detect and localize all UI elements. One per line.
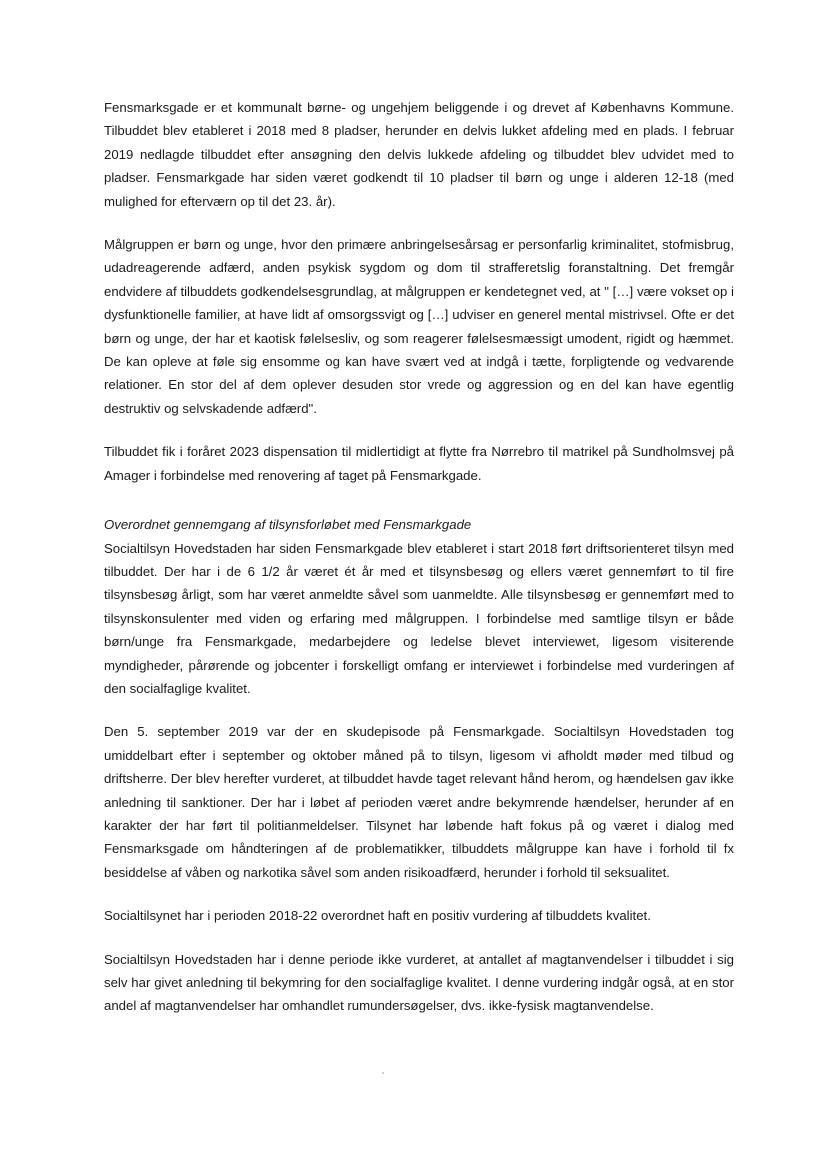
- section-heading: Overordnet gennemgang af tilsynsforløbet med Fensmarkgade: [104, 517, 472, 533]
- paragraph-target-group: Målgruppen er børn og unge, hvor den primære anbringelsesårsag er personfarlig kriminalitet, stofmisbrug, udadreagerende adfærd, anden psykisk sygdom og dom til strafferetslig foranstaltning. Det fremgår endvidere af tilbuddets godkendelsesgrundlag, at målgruppen er kendetegnet ved, at " […] være vokset op i dysfunktionelle familier, at have lidt af omsorgssvigt og […] udviser en generel mental mistrivsel. Ofte er det børn og unge, der har et kaotisk følelsesliv, og som reagerer følelsesmæssigt umodent, rigidt og hæmmet. De kan opleve at føle sig ensomme og kan have svært ved at indgå i tætte, forpligtende og vedvarende relationer. En stor del af dem oplever desuden stor vrede og aggression og en del kan have egentlig destruktiv og selvskadende adfærd".: [104, 237, 734, 416]
- document-body: [104, 96, 734, 1038]
- paragraph-assessment: Socialtilsynet har i perioden 2018-22 overordnet haft en positiv vurdering af tilbuddets kvalitet.: [104, 908, 651, 924]
- scan-speck: [382, 1072, 384, 1074]
- paragraph-restraint: Socialtilsyn Hovedstaden har i denne periode ikke vurderet, at antallet af magtanvendelser i tilbuddet i sig selv har givet anledning til bekymring for den socialfaglige kvalitet. I denne vurdering indgår også, at en stor andel af magtanvendelser har omhandlet rumundersøgelser, dvs. ikke-fysisk magtanvendelse.: [104, 951, 734, 1014]
- paragraph-relocation: Tilbuddet fik i foråret 2023 dispensation til midlertidigt at flytte fra Nørrebro til matrikel på Sundholmsvej på Amager i forbindelse med renovering af taget på Fensmarkgade.: [104, 444, 734, 483]
- paragraph-incident: Den 5. september 2019 var der en skudepisode på Fensmarkgade. Socialtilsyn Hovedstaden tog umiddelbart efter i september og oktober måned på to tilsyn, ligesom vi afholdt møder med tilbud og driftsherre. Der blev herefter vurderet, at tilbuddet havde taget relevant hånd herom, og hændelsen gav ikke anledning til sanktioner. Der har i løbet af perioden været andre bekymrende hændelser, herunder af en karakter der har ført til politianmeldelser. Tilsynet har løbende haft fokus på og været i dialog med Fensmarksgade om håndteringen af de problematikker, tilbuddets målgruppe kan have i forhold til fx besiddelse af våben og narkotika såvel som anden risikoadfærd, herunder i forhold til seksualitet.: [104, 724, 734, 880]
- paragraph-intro: Fensmarksgade er et kommunalt børne- og ungehjem beliggende i og drevet af Københavns Kommune. Tilbuddet blev etableret i 2018 med 8 pladser, herunder en delvis lukket afdeling med en plads. I februar 2019 nedlagde tilbuddet efter ansøgning den delvis lukkede afdeling og tilbuddet blev udvidet med to pladser. Fensmarkgade har siden været godkendt til 10 pladser til børn og unge i alderen 12-18 (med mulighed for efterværn op til det 23. år).: [104, 100, 734, 209]
- paragraph-supervision: Socialtilsyn Hovedstaden har siden Fensmarkgade blev etableret i start 2018 ført driftsorienteret tilsyn med tilbuddet. Der har i de 6 1/2 år været ét år med et tilsynsbesøg og ellers været gennemført to til fire tilsynsbesøg årligt, som har været anmeldte såvel som uanmeldte. Alle tilsynsbesøg er gennemført med to tilsynskonsulenter med viden og erfaring med målgruppen. I forbindelse med samtlige tilsyn er både børn/unge fra Fensmarkgade, medarbejdere og ledelse blevet interviewet, ligesom visiterende myndigheder, pårørende og jobcenter i forskelligt omfang er interviewet i forbindelse med vurderingen af den socialfaglige kvalitet.: [104, 540, 734, 696]
